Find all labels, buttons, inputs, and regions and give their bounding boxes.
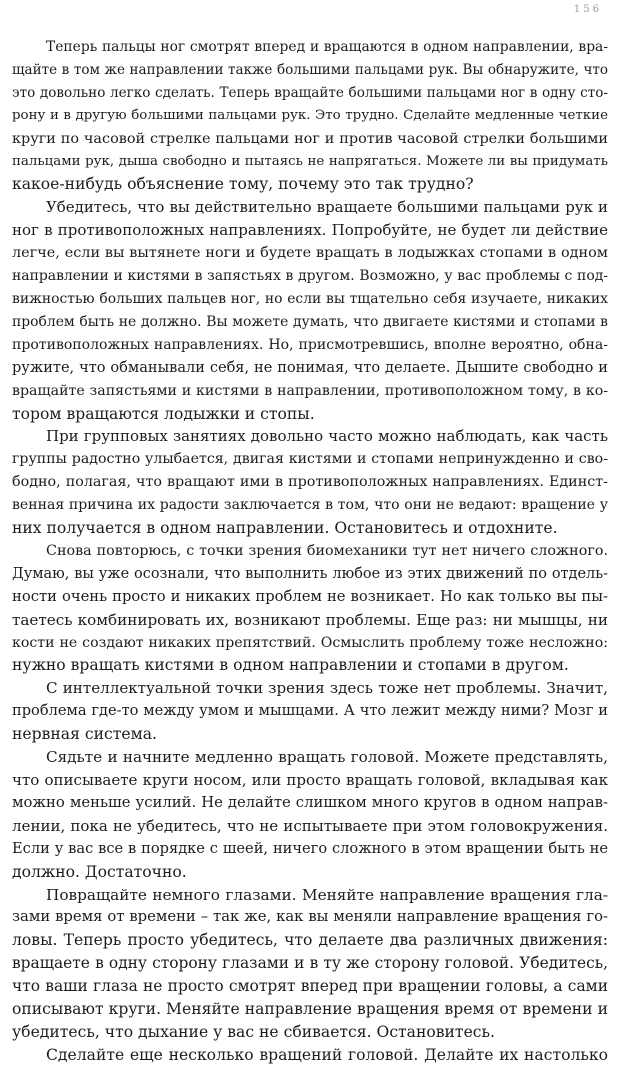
text-line: вращаете в одну сторону глазами и в ту же сторону головой. Убедитесь, — [12, 954, 608, 973]
text-line: группы радостно улыбается, двигая кистями и стопами непринужденно и сво- — [12, 451, 608, 468]
text-line: них получается в одном направлении. Остановитесь и отдохните. — [12, 519, 558, 538]
text-line: легче, если вы вытянете ноги и будете вращать в лодыжках стопами в одном — [12, 245, 608, 262]
text-line: С интеллектуальной точки зрения здесь тоже нет проблемы. Значит, — [46, 679, 608, 698]
text-line: лении, пока не убедитесь, что не испытываете при этом головокружения. — [12, 816, 608, 835]
text-line: бодно, полагая, что вращают ими в противоположных направлениях. Единст- — [12, 474, 608, 491]
text-line: какое-нибудь объяснение тому, почему это так трудно? — [12, 175, 474, 194]
text-line: ног в противоположных направлениях. Попробуйте, не будет ли действие — [12, 221, 608, 240]
text-line: При групповых занятиях довольно часто можно наблюдать, как часть — [46, 427, 608, 446]
text-line: ности очень просто и никаких проблем не возникает. Но как только вы пы- — [12, 587, 608, 605]
text-line: что описываете круги носом, или просто вращать головой, вкладывая как — [12, 771, 608, 789]
text-line: убедитесь, что дыхание у вас не сбивается. Остановитесь. — [12, 1022, 495, 1041]
text-line: рону и в другую большими пальцами рук. Это трудно. Сделайте медленные четкие — [12, 107, 608, 123]
page-number: 156 — [573, 4, 602, 15]
paragraph — [12, 36, 608, 196]
text-line: Сядьте и начните медленно вращать головой. Можете представлять, — [46, 748, 608, 767]
paragraph — [12, 884, 608, 1044]
paragraph — [12, 540, 608, 677]
text-line: ружите, что обманывали себя, не понимая, что делаете. Дышите свободно и — [12, 359, 608, 376]
body-text — [12, 36, 608, 1067]
text-line: Повращайте немного глазами. Меняйте направление вращения гла- — [46, 885, 608, 904]
text-line: ловы. Теперь просто убедитесь, что делаете два различных движения: — [12, 931, 608, 950]
text-line: направлении и кистями в запястьях в другом. Возможно, у вас проблемы с под- — [12, 268, 608, 285]
text-line: тором вращаются лодыжки и стопы. — [12, 404, 315, 423]
text-line: Снова повторюсь, с точки зрения биомеханики тут нет ничего сложного. — [46, 542, 608, 559]
text-line: зами время от времени – так же, как вы меняли направление вращения го- — [12, 908, 608, 926]
text-line: щайте в том же направлении также большими пальцами рук. Вы обнаружите, что — [12, 61, 608, 78]
text-line: пальцами рук, дыша свободно и пытаясь не напрягаться. Можете ли вы придумать — [12, 153, 608, 169]
text-line: таетесь комбинировать их, возникают проблемы. Еще раз: ни мышцы, ни — [12, 610, 608, 629]
text-line: должно. Достаточно. — [12, 862, 187, 881]
text-line: описывают круги. Меняйте направление вращения время от времени и — [12, 1000, 608, 1019]
paragraph — [12, 746, 608, 883]
text-line: проблема где-то между умом и мышцами. А что лежит между ними? Мозг и — [12, 702, 608, 720]
text-line: проблем быть не должно. Вы можете думать, что двигаете кистями и стопами в — [12, 313, 608, 330]
text-line: нужно вращать кистями в одном направлении и стопами в другом. — [12, 656, 569, 675]
text-line: это довольно легко сделать. Теперь вращайте большими пальцами ног в одну сто- — [12, 84, 608, 101]
text-line: венная причина их радости заключается в том, что они не ведают: вращение у — [12, 497, 608, 514]
paragraph — [12, 677, 608, 746]
text-line: вращайте запястьями и кистями в направлении, противоположном тому, в ко- — [12, 382, 608, 399]
text-line: Теперь пальцы ног смотрят вперед и вращаются в одном направлении, вра- — [46, 39, 608, 55]
text-line: вижностью больших пальцев ног, но если вы тщательно себя изучаете, никаких — [12, 290, 608, 307]
text-line: Если у вас все в порядке с шеей, ничего сложного в этом вращении быть не — [12, 839, 608, 857]
paragraph — [12, 196, 608, 425]
text-line: Сделайте еще несколько вращений головой. Делайте их настолько — [46, 1045, 608, 1064]
text-line: кости не создают никаких препятствий. Осмыслить проблему тоже несложно: — [12, 634, 608, 651]
text-line: можно меньше усилий. Не делайте слишком много кругов в одном направ- — [12, 793, 608, 811]
text-line: круги по часовой стрелке пальцами ног и против часовой стрелки большими — [12, 130, 608, 147]
paragraph — [12, 1044, 608, 1067]
text-line: Думаю, вы уже осознали, что выполнить любое из этих движений по отдель- — [12, 565, 608, 582]
text-line: что ваши глаза не просто смотрят вперед при вращении головы, а сами — [12, 977, 608, 996]
paragraph — [12, 425, 608, 540]
text-line: Убедитесь, что вы действительно вращаете большими пальцами рук и — [46, 198, 608, 217]
text-line: нервная система. — [12, 725, 157, 744]
text-line: противоположных направлениях. Но, присмотревшись, вполне вероятно, обна- — [12, 336, 608, 353]
